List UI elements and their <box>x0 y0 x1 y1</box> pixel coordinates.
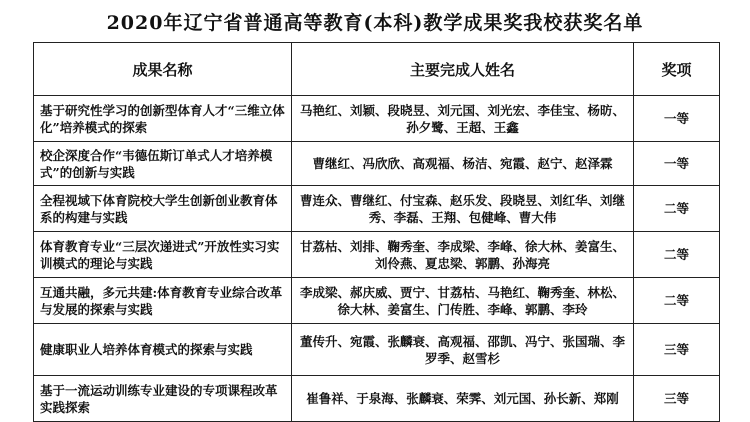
achievement-name: 基于研究性学习的创新型体育人才“三维立体化”培养模式的探索 <box>34 96 292 142</box>
table-row <box>34 278 720 324</box>
achievement-name: 基于一流运动训练专业建设的专项课程改革实践探索 <box>34 376 292 422</box>
achievement-name: 全程视域下体育院校大学生创新创业教育体系的构建与实践 <box>34 186 292 232</box>
contributors: 马艳红、刘颖、段晓昱、刘元国、刘光宏、李佳宝、杨昉、孙夕鹭、王超、王鑫 <box>292 96 634 142</box>
header-award: 奖项 <box>634 43 720 96</box>
award-level: 三等 <box>634 324 720 376</box>
award-level: 二等 <box>634 186 720 232</box>
header-name: 成果名称 <box>34 43 292 96</box>
contributors: 崔鲁祥、于泉海、张麟衰、荣霁、刘元国、孙长新、郑刚 <box>292 376 634 422</box>
achievement-name: 校企深度合作“韦德伍斯订单式人才培养模式”的创新与实践 <box>34 142 292 186</box>
achievement-name: 健康职业人培养体育模式的探索与实践 <box>34 324 292 376</box>
achievement-name: 互通共融，多元共建:体育教育专业综合改革与发展的探索与实践 <box>34 278 292 324</box>
award-level: 一等 <box>634 142 720 186</box>
award-level: 二等 <box>634 278 720 324</box>
table-row <box>34 232 720 278</box>
table-header-row <box>34 43 720 96</box>
table-row <box>34 186 720 232</box>
page-title: 2020年辽宁省普通高等教育(本科)教学成果奖我校获奖名单 <box>106 12 644 34</box>
award-level: 三等 <box>634 376 720 422</box>
contributors: 董传升、宛霞、张麟衰、高观福、邵凯、冯宁、张国瑞、李罗季、赵雪杉 <box>292 324 634 376</box>
contributors: 曹连众、曹继红、付宝森、赵乐发、段晓昱、刘红华、刘继秀、李磊、王翔、包健峰、曹大伟 <box>292 186 634 232</box>
award-table <box>33 42 720 422</box>
table-row <box>34 142 720 186</box>
award-level: 二等 <box>634 232 720 278</box>
table-row <box>34 324 720 376</box>
header-people: 主要完成人姓名 <box>292 43 634 96</box>
contributors: 甘荔枯、刘排、鞠秀奎、李成梁、李峰、徐大林、姜富生、刘伶燕、夏忠梁、郭鹏、孙海亮 <box>292 232 634 278</box>
table-row <box>34 376 720 422</box>
table-row <box>34 96 720 142</box>
contributors: 李成梁、郝庆威、贾宁、甘荔枯、马艳红、鞠秀奎、林松、徐大林、姜富生、门传胜、李峰、郭鹏、李玲 <box>292 278 634 324</box>
achievement-name: 体育教育专业“三层次递进式”开放性实习实训模式的理论与实践 <box>34 232 292 278</box>
contributors: 曹继红、冯欣欣、高观福、杨洁、宛霞、赵宁、赵泽霖 <box>292 142 634 186</box>
award-level: 一等 <box>634 96 720 142</box>
